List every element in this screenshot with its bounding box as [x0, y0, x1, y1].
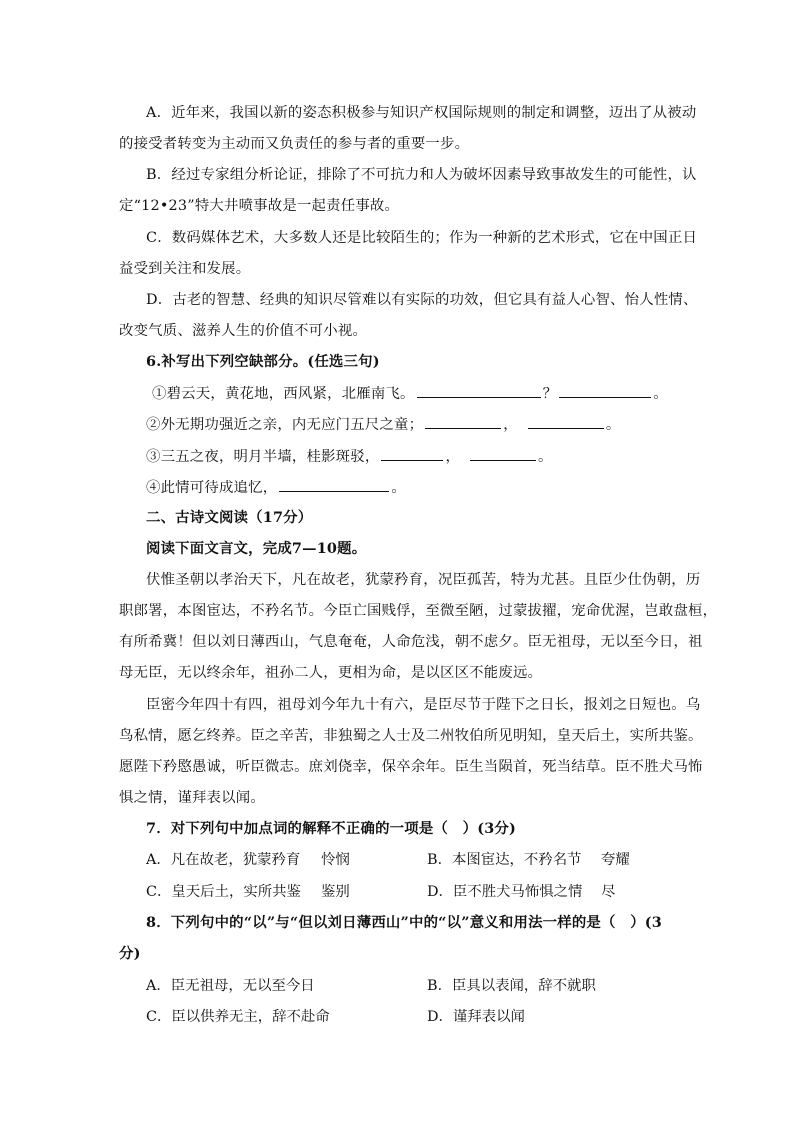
fill-blank[interactable]	[279, 477, 389, 492]
q7-option-a[interactable]: A．凡在故老，犹蒙矜育	[146, 852, 301, 868]
fill-blank[interactable]	[528, 414, 604, 429]
section-heading: 二、古诗文阅读（17分）	[146, 509, 313, 526]
q6-line3-end: 。	[538, 449, 553, 465]
q7-title: 7．对下列句中加点词的解释不正确的一项是（ ）(3分)	[146, 820, 517, 837]
q6-line2-end: 。	[605, 417, 621, 433]
q7-option-c[interactable]: C．皇天后土，实所共鉴	[146, 884, 301, 900]
q5-option-c-line1: C．数码媒体艺术，大多数人还是比较陌生的；作为一种新的艺术形式，它在中国正日	[146, 230, 698, 246]
q7-option-a-gloss: 怜悯	[321, 852, 350, 868]
passage-line: 伏惟圣朝以孝治天下，凡在故老，犹蒙矜育，况臣孤苦，特为尤甚。且臣少仕伪朝，历	[146, 572, 701, 588]
q8-option-d[interactable]: D．谨拜表以闻	[427, 1009, 525, 1025]
q6-line1-question: ？	[542, 386, 558, 402]
q8-option-a[interactable]: A．臣无祖母，无以至今日	[146, 978, 315, 994]
q6-line3-text: ③三五之夜，明月半墙，桂影斑驳，	[146, 449, 380, 465]
q5-option-b-line2: 定“12•23”特大井喷事故是一起责任事故。	[119, 198, 400, 214]
q7-option-b-gloss: 夸耀	[601, 852, 630, 868]
fill-blank[interactable]	[425, 414, 501, 429]
passage-line: 职郎署，本图宦达，不矜名节。今臣亡国贱俘，至微至陋，过蒙拔擢，宠命优渥，岂敢盘桓，	[119, 603, 718, 619]
q5-option-a-line1: A．近年来，我国以新的姿态积极参与知识产权国际规则的制定和调整，迈出了从被动	[146, 105, 697, 121]
q7-option-d-gloss: 尽	[601, 884, 616, 900]
passage-line: 愿陛下矜愍愚诚，听臣微志。庶刘侥幸，保卒余年。臣生当陨首，死当结草。臣不胜犬马怖	[119, 759, 703, 775]
q5-option-b-line1: B．经过专家组分析论证，排除了不可抗力和人为破坏因素导致事故发生的可能性，认	[146, 167, 697, 183]
q5-option-a-line2: 的接受者转变为主动而又负责任的参与者的重要一步。	[119, 136, 470, 152]
fill-blank[interactable]	[559, 383, 651, 398]
q8-title-line2: 分)	[119, 945, 141, 962]
passage-line: 母无臣，无以终余年，祖孙二人，更相为命，是以区区不能废远。	[119, 665, 543, 681]
q8-option-b[interactable]: B．臣具以表闻，辞不就职	[427, 978, 596, 994]
q6-line3-sep: ，	[445, 449, 461, 465]
passage-line: 臣密今年四十有四，祖母刘今年九十有六，是臣尽节于陛下之日长，报刘之日短也。乌	[146, 697, 701, 713]
q6-line4-text: ④此情可待成追忆，	[146, 480, 278, 496]
q6-line2	[146, 414, 620, 435]
q6-line2-text: ②外无期功强近之亲，内无应门五尺之童；	[146, 417, 424, 433]
q6-line4	[146, 477, 406, 498]
q7-option-b[interactable]: B．本图宦达，不矜名节	[427, 852, 582, 868]
q7-option-d[interactable]: D．臣不胜犬马怖惧之情	[427, 884, 583, 900]
fill-blank[interactable]	[381, 446, 443, 461]
q6-title: 6.补写出下列空缺部分。(任选三句)	[146, 353, 380, 370]
passage-line: 有所希冀！但以刘日薄西山，气息奄奄，人命危浅，朝不虑夕。臣无祖母，无以至今日，祖	[119, 634, 703, 650]
q6-line3	[146, 446, 553, 467]
fill-blank[interactable]	[417, 383, 541, 398]
q6-line1-end: 。	[653, 386, 668, 402]
q6-line4-end: 。	[391, 480, 406, 496]
reading-instruction: 阅读下面文言文，完成7—10题。	[146, 540, 367, 557]
fill-blank[interactable]	[470, 446, 536, 461]
q6-line1	[152, 383, 668, 404]
passage-line: 惧之情，谨拜表以闻。	[119, 790, 265, 806]
passage-line: 鸟私情，愿乞终养。臣之辛苦，非独蜀之人士及二州牧伯所见明知，皇天后土，实所共鉴。	[119, 728, 703, 744]
q5-option-c-line2: 益受到关注和发展。	[119, 261, 251, 277]
q7-option-c-gloss: 鉴别	[321, 884, 350, 900]
q8-title-line1: 8．下列句中的“以”与“但以刘日薄西山”中的“以”意义和用法一样的是（ ）(3	[146, 914, 663, 931]
q5-option-d-line1: D．古老的智慧、经典的知识尽管难以有实际的功效，但它具有益人心智、怡人性情、	[146, 292, 698, 308]
q5-option-d-line2: 改变气质、滋养人生的价值不可小视。	[119, 323, 368, 339]
q8-option-c[interactable]: C．臣以供养无主，辞不赴命	[146, 1009, 330, 1025]
q6-line1-text: ①碧云天，黄花地，西风紧，北雁南飞。	[152, 386, 415, 402]
q6-line2-sep: ，	[503, 417, 518, 433]
